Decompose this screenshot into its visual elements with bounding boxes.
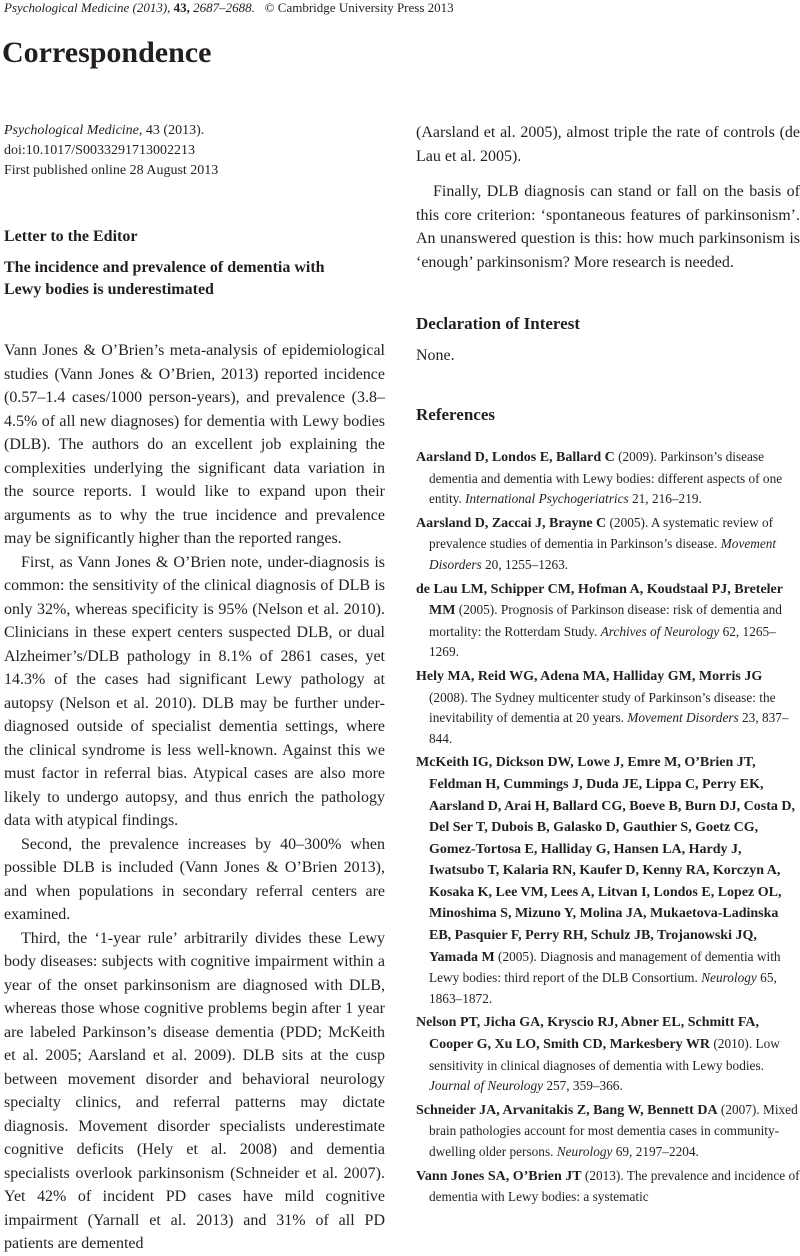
meta-journal: Psychological Medicine [4, 123, 139, 138]
right-column [416, 121, 800, 1211]
running-header [4, 0, 454, 16]
paragraph-5: Finally, DLB diagnosis can stand or fall on the basis of this core criterion: ‘spontaneous features of parkinsonism’. An unanswered question is this: how much parkinsonism is ‘enough’ parkinsonism? More research is needed. [416, 183, 800, 271]
reference-item: de Lau LM, Schipper CM, Hofman A, Koudstaal PJ, Breteler MM (2005). Prognosis of Parkinson disease: risk of dementia and mortality: the Rotterdam Study. Archives of Neurology 62, 1265–1269. [416, 581, 783, 660]
header-pages: 2687–2688. [193, 0, 255, 15]
reference-item: Nelson PT, Jicha GA, Kryscio RJ, Abner EL, Schmitt FA, Cooper G, Xu LO, Smith CD, Markesbery WR (2010). Low sensitivity in clinical diagnoses of dementia with Lewy bodies. Journal of Neurology 257, 359–366. [416, 1015, 780, 1094]
left-column [4, 228, 385, 1256]
reference-list [416, 447, 800, 1208]
meta-published: First published online 28 August 2013 [4, 163, 219, 178]
header-volume: 43, [173, 0, 190, 15]
paragraph-4: Third, the ‘1-year rule’ arbitrarily divides these Lewy body diseases: subjects with cognitive impairment within a year of the onset parkinsonism are diagnosed with DLB, whereas those whose cognitive problems begin after 1 year are labeled Parkinson’s disease dementia (PDD; McKeith et al. 2005; Aarsland et al. 2009). DLB sits at the cusp between movement disorder and behavioral neurology specialty clinics, and referral patterns may dictate diagnosis. Movement disorder specialists underestimate cognitive deficits (Hely et al. 2008) and dementia specialists overlook parkinsonism (Schneider et al. 2007). Yet 42% of incident PD cases have mild cognitive impairment (Yarnall et al. 2013) and 31% of all PD patients are demented [4, 929, 385, 1252]
declaration-text: None. [416, 347, 455, 364]
reference-item: Schneider JA, Arvanitakis Z, Bang W, Bennett DA (2007). Mixed brain pathologies account for most dementia cases in community-dwelling older persons. Neurology 69, 2197–2204. [416, 1101, 798, 1159]
reference-item: Vann Jones SA, O’Brien JT (2013). The prevalence and incidence of dementia with Lewy bodies: a systematic [416, 1167, 800, 1205]
paragraph-4-continued: (Aarsland et al. 2005), almost triple the rate of controls (de Lau et al. 2005). [416, 124, 800, 165]
references-heading: References [416, 405, 495, 424]
title-line-2: Lewy bodies is underestimated [4, 281, 214, 298]
title-line-1: The incidence and prevalence of dementia with [4, 259, 325, 276]
reference-item: Hely MA, Reid WG, Adena MA, Halliday GM, Morris JG (2008). The Sydney multicenter study of Parkinson’s disease: the inevitability of dementia at 20 years. Movement Disorders 23, 837–844. [416, 668, 789, 746]
meta-doi[interactable]: doi:10.1017/S0033291713002213 [4, 143, 195, 158]
declaration-heading: Declaration of Interest [416, 314, 580, 333]
reference-item: McKeith IG, Dickson DW, Lowe J, Emre M, O’Brien JT, Feldman H, Cummings J, Duda JE, Lippa C, Perry EK, Aarsland D, Arai H, Ballard CG, Boeve B, Burn DJ, Costa D, Del Ser T, Dubois B, Galasko D, Gauthier S, Goetz CG, Gomez-Tortosa E, Halliday G, Hansen LA, Hardy J, Iwatsubo T, Kalaria RN, Kaufer D, Kenny RA, Korczyn A, Kosaka K, Lee VM, Lees A, Litvan I, Londos E, Lopez OL, Minoshima S, Mizuno Y, Molina JA, Mukaetova-Ladinska EB, Pasquier F, Perry RH, Schulz JB, Trojanowski JQ, Yamada M (2005). Diagnosis and management of dementia with Lewy bodies: third report of the DLB Consortium. Neurology 65, 1863–1872. [416, 755, 795, 1006]
reference-item: Aarsland D, Londos E, Ballard C (2009). Parkinson’s disease dementia and dementia with Lewy bodies: different aspects of one entity. International Psychogeriatrics 21, 216–219. [416, 449, 783, 507]
article-metadata [4, 121, 218, 181]
reference-item: Aarsland D, Zaccai J, Brayne C (2005). A systematic review of prevalence studies of dementia in Parkinson’s disease. Movement Disorders 20, 1255–1263. [416, 514, 777, 572]
section-title: Correspondence [2, 36, 212, 69]
paragraph-3: Second, the prevalence increases by 40–300% when possible DLB is included (Vann Jones & O’Brien 2013), and when populations in secondary referral centers are examined. [4, 835, 385, 923]
paragraph-2: First, as Vann Jones & O’Brien note, under-diagnosis is common: the sensitivity of the clinical diagnosis of DLB is only 32%, whereas specificity is 95% (Nelson et al. 2010). Clinicians in these expert centers suspected DLB, or dual Alzheimer’s/DLB pathology in 8.1% of 2861 cases, yet 14.3% of the cases had significant Lewy pathology at autopsy (Nelson et al. 2010). DLB may be further under-diagnosed outside of specialist dementia settings, where the clinical syndrome is less well-known. Against this we must factor in referral bias. Atypical cases are also more likely to undergo autopsy, and thus enrich the pathology data with atypical findings. [4, 553, 385, 829]
header-copyright: © Cambridge University Press 2013 [264, 0, 454, 15]
paragraph-1: Vann Jones & O’Brien’s meta-analysis of epidemiological studies (Vann Jones & O’Brien, 2013) reported incidence (0.57–1.4 cases/1000 person-years), and prevalence (3.8–4.5% of all new diagnoses) for dementia with Lewy bodies (DLB). The authors do an excellent job explaining the complexities underlying the significant data variation in the source reports. I would like to expand upon their arguments as to why the true incidence and prevalence may be significantly higher than the reported ranges. [4, 342, 385, 547]
header-journal: Psychological Medicine (2013), [4, 0, 171, 15]
letter-label: Letter to the Editor [4, 228, 138, 245]
meta-issue: , 43 (2013). [138, 123, 205, 138]
article-title [4, 257, 385, 301]
